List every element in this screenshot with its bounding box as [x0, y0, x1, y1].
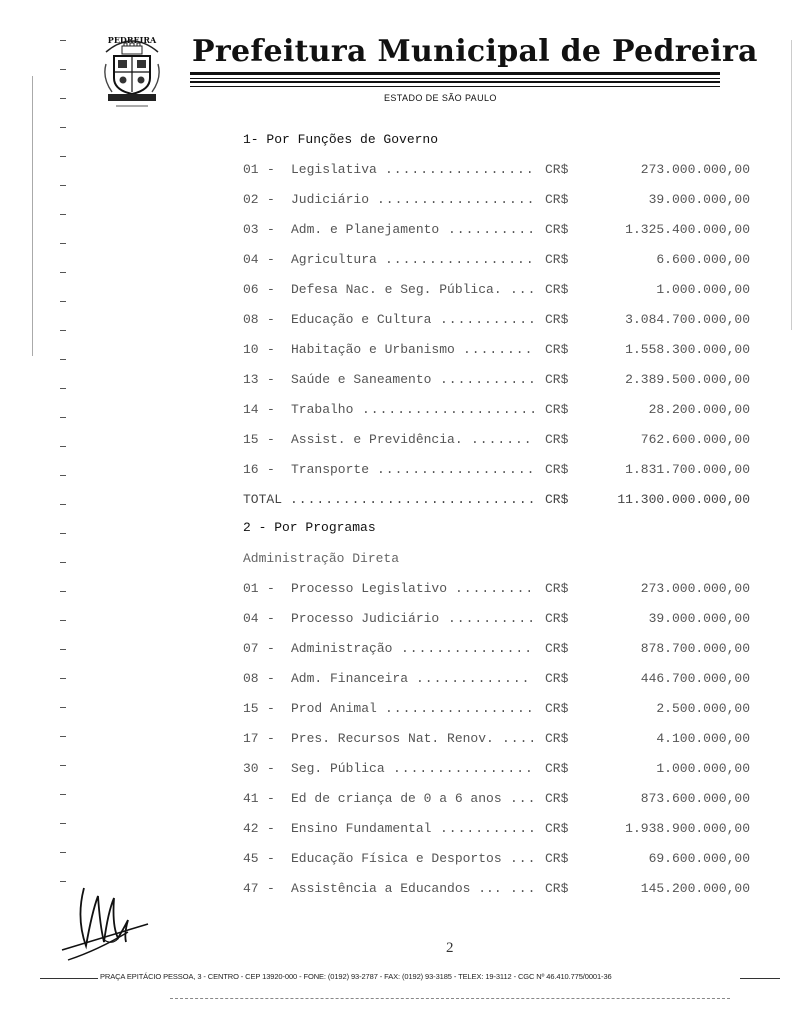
- row-currency: CR$: [545, 282, 569, 297]
- footer-rule: [740, 978, 780, 979]
- row-label: Pres. Recursos Nat. Renov.: [291, 731, 494, 746]
- row-label: Administração: [291, 641, 393, 656]
- row-code: 42: [243, 821, 259, 836]
- row-currency: CR$: [545, 312, 569, 327]
- row-code: 47: [243, 881, 259, 896]
- leader-dots: ..................: [377, 462, 536, 477]
- leader-dots: .................: [385, 252, 535, 267]
- budget-row: [243, 611, 750, 629]
- row-dash: -: [267, 282, 276, 297]
- row-currency: CR$: [545, 581, 569, 596]
- budget-row: [243, 731, 750, 749]
- row-amount: 273.000.000,00: [640, 581, 750, 596]
- leader-dots: .................: [385, 701, 535, 716]
- footer-address: PRAÇA EPITÁCIO PESSOA, 3 - CENTRO - CEP 13920-000 - FONE: (0192) 93-2787 - FAX: (0192) 93-3185 - TELEX: 19-3112 - CGC Nº 46.410.775/0001-36: [100, 972, 612, 981]
- row-amount: 878.700.000,00: [640, 641, 750, 656]
- budget-row: [243, 432, 750, 450]
- row-dash: -: [267, 581, 276, 596]
- budget-row: [243, 372, 750, 390]
- row-label: TOTAL: [243, 492, 283, 507]
- row-dash: -: [267, 312, 276, 327]
- row-code: 15: [243, 701, 259, 716]
- row-label: Adm. e Planejamento: [291, 222, 440, 237]
- row-label: Ensino Fundamental: [291, 821, 432, 836]
- row-code: 15: [243, 432, 259, 447]
- row-currency: CR$: [545, 821, 569, 836]
- row-amount: 4.100.000,00: [656, 731, 750, 746]
- row-label: Ed de criança de 0 a 6 anos: [291, 791, 502, 806]
- leader-dots: ...: [510, 881, 537, 896]
- bottom-dashed-line: [170, 998, 730, 999]
- leader-dots: ..................: [377, 192, 536, 207]
- budget-row: [243, 462, 750, 480]
- row-code: 08: [243, 312, 259, 327]
- row-label: Transporte: [291, 462, 370, 477]
- row-currency: CR$: [545, 791, 569, 806]
- row-dash: -: [267, 462, 276, 477]
- row-amount: 145.200.000,00: [640, 881, 750, 896]
- leader-dots: .......: [471, 432, 533, 447]
- total-row: [243, 492, 750, 510]
- budget-row: [243, 701, 750, 719]
- row-label: Adm. Financeira: [291, 671, 409, 686]
- row-amount: 11.300.000.000,00: [617, 492, 750, 507]
- section-subheading-direct-administration: Administração Direta: [243, 551, 400, 566]
- section-heading-programs: 2 - Por Programas: [243, 520, 376, 535]
- row-dash: -: [267, 222, 276, 237]
- row-label: Seg. Pública: [291, 761, 385, 776]
- budget-row: [243, 252, 750, 270]
- budget-row: [243, 222, 750, 240]
- row-dash: -: [267, 641, 276, 656]
- row-amount: 28.200.000,00: [648, 402, 750, 417]
- row-dash: -: [267, 701, 276, 716]
- leader-dots: ............................: [290, 492, 537, 507]
- row-dash: -: [267, 432, 276, 447]
- leader-dots: ...............: [401, 641, 534, 656]
- row-currency: CR$: [545, 432, 569, 447]
- row-label: Educação e Cultura: [291, 312, 432, 327]
- row-label: Prod Animal: [291, 701, 377, 716]
- leader-dots: ...........: [440, 372, 537, 387]
- row-label: Judiciário: [291, 192, 370, 207]
- row-currency: CR$: [545, 492, 569, 507]
- row-currency: CR$: [545, 761, 569, 776]
- row-dash: -: [267, 671, 276, 686]
- budget-row: [243, 162, 750, 180]
- row-dash: -: [267, 851, 276, 866]
- row-dash: -: [267, 162, 276, 177]
- leader-dots: ...: [510, 851, 537, 866]
- row-code: 10: [243, 342, 259, 357]
- budget-row: [243, 821, 750, 839]
- budget-row: [243, 761, 750, 779]
- budget-row: [243, 641, 750, 659]
- budget-row: [243, 581, 750, 599]
- leader-dots: ...: [510, 791, 537, 806]
- leader-dots: ....................: [362, 402, 539, 417]
- row-code: 30: [243, 761, 259, 776]
- document-subtitle: ESTADO DE SÃO PAULO: [384, 93, 497, 103]
- row-currency: CR$: [545, 402, 569, 417]
- row-code: 04: [243, 611, 259, 626]
- row-currency: CR$: [545, 731, 569, 746]
- row-code: 03: [243, 222, 259, 237]
- row-amount: 1.938.900.000,00: [625, 821, 750, 836]
- budget-row: [243, 192, 750, 210]
- row-code: 04: [243, 252, 259, 267]
- row-amount: 6.600.000,00: [656, 252, 750, 267]
- budget-row: [243, 791, 750, 809]
- row-amount: 762.600.000,00: [640, 432, 750, 447]
- budget-row: [243, 282, 750, 300]
- row-dash: -: [267, 192, 276, 207]
- handwritten-signature: [58, 880, 158, 970]
- row-amount: 2.389.500.000,00: [625, 372, 750, 387]
- row-currency: CR$: [545, 701, 569, 716]
- row-code: 01: [243, 162, 259, 177]
- row-currency: CR$: [545, 252, 569, 267]
- row-code: 14: [243, 402, 259, 417]
- row-dash: -: [267, 731, 276, 746]
- budget-row: [243, 671, 750, 689]
- row-amount: 2.500.000,00: [656, 701, 750, 716]
- row-amount: 1.000.000,00: [656, 282, 750, 297]
- leader-dots: .........: [455, 581, 535, 596]
- row-code: 07: [243, 641, 259, 656]
- row-code: 41: [243, 791, 259, 806]
- row-currency: CR$: [545, 671, 569, 686]
- row-label: Assistência a Educandos ...: [291, 881, 502, 896]
- budget-row: [243, 881, 750, 899]
- row-code: 13: [243, 372, 259, 387]
- row-amount: 1.325.400.000,00: [625, 222, 750, 237]
- row-code: 16: [243, 462, 259, 477]
- budget-row: [243, 342, 750, 360]
- row-currency: CR$: [545, 222, 569, 237]
- row-label: Processo Legislativo: [291, 581, 448, 596]
- row-label: Trabalho: [291, 402, 354, 417]
- row-label: Defesa Nac. e Seg. Pública.: [291, 282, 502, 297]
- row-dash: -: [267, 611, 276, 626]
- row-dash: -: [267, 791, 276, 806]
- row-code: 01: [243, 581, 259, 596]
- row-label: Legislativa: [291, 162, 377, 177]
- row-dash: -: [267, 402, 276, 417]
- row-currency: CR$: [545, 881, 569, 896]
- row-currency: CR$: [545, 372, 569, 387]
- section-heading-functions: 1- Por Funções de Governo: [243, 132, 439, 147]
- budget-row: [243, 312, 750, 330]
- leader-dots: ..........: [448, 611, 537, 626]
- crest-label: PEDREIRA: [107, 35, 157, 45]
- budget-row: [243, 402, 750, 420]
- leader-dots: ................: [393, 761, 534, 776]
- footer-rule: [40, 978, 98, 979]
- row-currency: CR$: [545, 342, 569, 357]
- leader-dots: .................: [385, 162, 535, 177]
- row-currency: CR$: [545, 851, 569, 866]
- row-code: 06: [243, 282, 259, 297]
- row-currency: CR$: [545, 462, 569, 477]
- row-currency: CR$: [545, 641, 569, 656]
- row-amount: 1.558.300.000,00: [625, 342, 750, 357]
- row-amount: 3.084.700.000,00: [625, 312, 750, 327]
- row-amount: 39.000.000,00: [648, 192, 750, 207]
- row-amount: 69.600.000,00: [648, 851, 750, 866]
- row-currency: CR$: [545, 192, 569, 207]
- row-label: Agricultura: [291, 252, 377, 267]
- row-label: Processo Judiciário: [291, 611, 440, 626]
- row-label: Educação Física e Desportos: [291, 851, 502, 866]
- row-label: Habitação e Urbanismo: [291, 342, 455, 357]
- row-label: Assist. e Previdência.: [291, 432, 463, 447]
- row-amount: 1.831.700.000,00: [625, 462, 750, 477]
- leader-dots: ...........: [440, 821, 537, 836]
- row-amount: 446.700.000,00: [640, 671, 750, 686]
- row-currency: CR$: [545, 611, 569, 626]
- leader-dots: ...........: [440, 312, 537, 327]
- row-dash: -: [267, 761, 276, 776]
- leader-dots: .............: [416, 671, 531, 686]
- row-dash: -: [267, 881, 276, 896]
- leader-dots: ..........: [448, 222, 537, 237]
- row-currency: CR$: [545, 162, 569, 177]
- row-label: Saúde e Saneamento: [291, 372, 432, 387]
- row-dash: -: [267, 342, 276, 357]
- row-amount: 873.600.000,00: [640, 791, 750, 806]
- budget-row: [243, 851, 750, 869]
- row-code: 45: [243, 851, 259, 866]
- row-amount: 273.000.000,00: [640, 162, 750, 177]
- leader-dots: ....: [502, 731, 538, 746]
- page-number: 2: [446, 940, 454, 956]
- row-code: 08: [243, 671, 259, 686]
- row-code: 17: [243, 731, 259, 746]
- leader-dots: ...: [510, 282, 537, 297]
- leader-dots: ........: [463, 342, 534, 357]
- document-title: Prefeitura Municipal de Pedreira: [192, 34, 758, 69]
- row-amount: 39.000.000,00: [648, 611, 750, 626]
- row-dash: -: [267, 821, 276, 836]
- row-dash: -: [267, 252, 276, 267]
- row-code: 02: [243, 192, 259, 207]
- row-amount: 1.000.000,00: [656, 761, 750, 776]
- row-dash: -: [267, 372, 276, 387]
